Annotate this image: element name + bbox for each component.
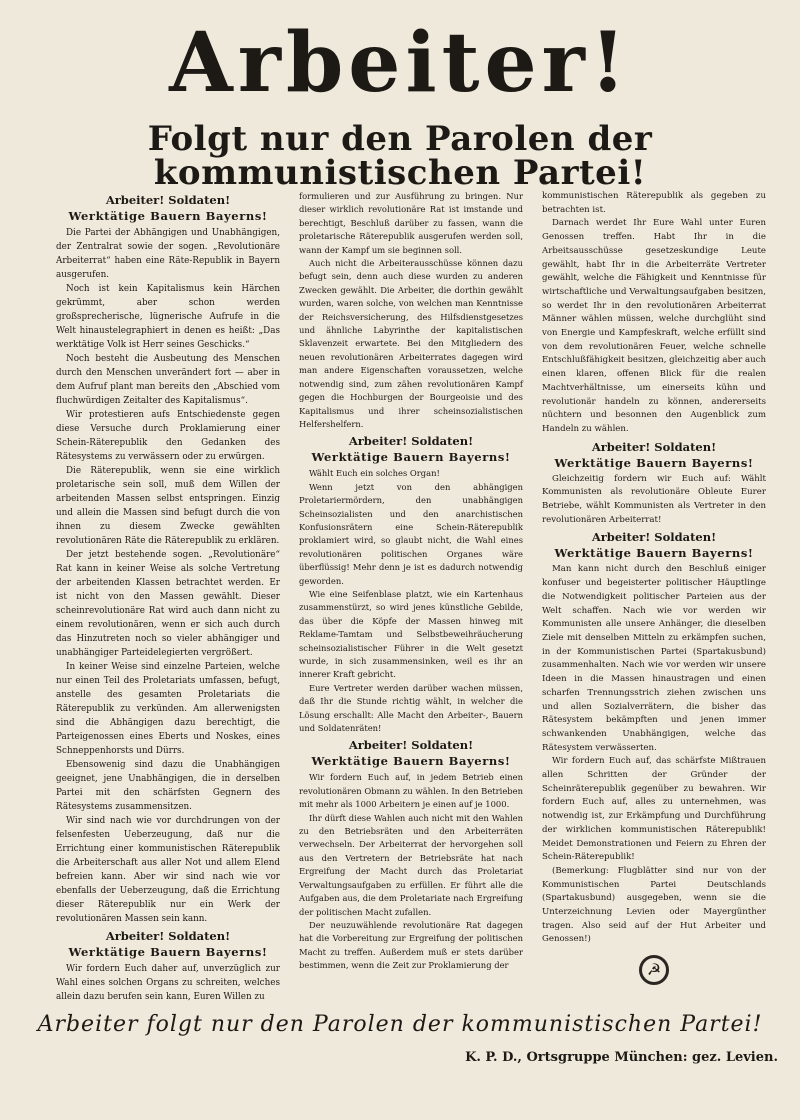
section-heading-workers: Arbeiter! Soldaten!: [105, 193, 231, 207]
paragraph: Darnach werdet Ihr Eure Wahl unter Euren Genossen treffen. Habt Ihr in die Arbeitsausschüsse gesetzeskundige Leute gewählt, habt Ihr in die Arbeiterräte Vertreter gewählt, welche die Fähigkeit und Kenntnisse für wirtschaftliche und Verwaltungsaufgaben besitzen, so werdet Ihr in den revolutionären Arbeiterrat Männer wählen müssen, welche durchglüht sind von Energie und Kampfeskraft, welche erfüllt sind von dem revolutionären Feuer, welche schnelle Entschlußfähigkeit besitzen, gleichzeitig aber auch einen klaren, offenen Blick für die realen Machtverhältnisse, um einerseits kühn und revolutionär handeln zu können, andererseits nüchtern und besonnen den Augenblick zum Handeln zu wählen.: [542, 218, 766, 434]
section-heading-farmers: Werktätige Bauern Bayerns!: [554, 546, 754, 561]
section-heading-farmers: Werktätige Bauern Bayerns!: [311, 450, 511, 465]
column-3: [542, 190, 766, 1010]
column-1: [56, 190, 280, 1010]
hammer-sickle-emblem-icon: ☭: [639, 955, 669, 985]
paragraph: Eure Vertreter werden darüber wachen müssen, daß Ihr die Stunde richtig wählt, in welcher die Lösung erschallt: Alle Macht den Arbeiter-, Bauern und Soldatenräten!: [299, 682, 523, 734]
footer-signature: K. P. D., Ortsgruppe München: gez. Levien.: [465, 1050, 778, 1065]
section-heading-workers: Arbeiter! Soldaten!: [105, 929, 231, 943]
paragraph: Ihr dürft diese Wahlen auch nicht mit den Wahlen zu den Betriebsräten und den Arbeiterräten verwechseln. Der Arbeiterrat der hervorgehen soll aus den Vertretern der Betriebsräte hat nach Ergreifung der Macht durch das Proletariat Verwaltungsaufgaben zu erfüllen. Er führt alle die Aufgaben aus, die dem Proletariate nach Ergreifung der politischen Macht zufallen.: [299, 812, 523, 917]
paragraph: Noch ist kein Kapitalismus kein Härchen gekrümmt, aber schon werden großsprecherische, lügnerische Aufrufe in die Welt hinaustelegraphiert in denen es heißt: „Das werktätige Volk ist Herr seines Geschicks.“: [56, 284, 280, 350]
section-heading-farmers: Werktätige Bauern Bayerns!: [554, 455, 754, 470]
paragraph: Man kann nicht durch den Beschluß einiger konfuser und begeisterter politischer Häuptlinge die Notwendigkeit politischer Parteien aus der Welt schaffen. Nach wie vor werden wir Kommunisten alle unsere Anhänger, die dieselben Ziele mit denselben Mitteln zu erkämpfen suchen, in der Kommunistischen Partei (Spartakusbund) zusammenhalten. Nach wie vor werden wir unsere Ideen in die Massen hinaustragen und einen scharfen Trennungsstrich ziehen zwischen uns und allen Sozialverrätern, die bisher das Rätesystem bekämpften und jenen immer schwankenden Unabhängigen, welche das Rätesystem verwässerten.: [542, 564, 766, 753]
paragraph: Wenn jetzt von den abhängigen Proletariermördern, den unabhängigen Scheinsozialisten und den anarchistischen Konfusionsrätern eine Schein-Räterepublik proklamiert wird, so glaubt nicht, die Wahl eines revolutionären politischen Organes wäre überflüssig! Mehr denn je ist es dadurch notwendig geworden.: [299, 481, 523, 586]
paragraph: Gleichzeitig fordern wir Euch auf: Wählt Kommunisten als revolutionäre Obleute Eurer Betriebe, wählt Kommunisten als Vertreter in den revolutionären Arbeiterrat!: [542, 473, 766, 525]
paragraph: Die Partei der Abhängigen und Unabhängigen, der Zentralrat sowie der sogen. „Revolutionäre Arbeiterrat“ haben eine Räte-Republik in Bayern ausgerufen.: [56, 228, 280, 280]
column-2: [299, 190, 523, 1010]
subheadline: Folgt nur den Parolen der kommunistischen Partei!: [147, 119, 653, 193]
paragraph: Die Räterepublik, wenn sie eine wirklich proletarische sein soll, muß dem Willen der arbeitenden Massen selbst entspringen. Einzig und allein die Massen sind befugt durch die von ihnen zu diesem Zwecke gewählten revolutionären Räte die Räterepublik zu erklären.: [56, 466, 280, 546]
paragraph: Wie eine Seifenblase platzt, wie ein Kartenhaus zusammenstürzt, so wird jenes künstliche Gebilde, das über die Köpfe der Massen hinweg mit Reklame-Tamtam und Selbstbeweihräucherung scheinsozialistischer Führer in die Welt gesetzt wurde, in sich zusammensinken, weil es ihr an innerer Kraft gebricht.: [299, 588, 523, 680]
section-heading-workers: Arbeiter! Soldaten!: [591, 439, 717, 454]
footer-slogan: Arbeiter folgt nur den Parolen der kommunistischen Partei!: [37, 1012, 763, 1037]
paragraph: In keiner Weise sind einzelne Parteien, welche nur einen Teil des Proletariats umfassen, befugt, anstelle des gesamten Proletariats die Räterepublik zu verkünden. Am allerwenigsten sind die Abhängigen dazu berechtigt, die Parteigenossen eines Eberts und Noskes, eines Schneppenhorsts und Dürrs.: [56, 662, 280, 756]
section-heading-farmers: Werktätige Bauern Bayerns!: [68, 209, 268, 223]
paragraph: Ebensowenig sind dazu die Unabhängigen geeignet, jene Unabhängigen, die in derselben Partei mit den schärfsten Gegnern des Rätesystems zusammensitzen.: [56, 760, 280, 812]
paragraph: Der neuzuwählende revolutionäre Rat dagegen hat die Vorbereitung zur Ergreifung der politischen Macht zu treffen. Außerdem muß er stets darüber bestimmen, wenn die Zeit zur Proklamierung der: [299, 919, 523, 971]
paragraph: Wir sind nach wie vor durchdrungen von der felsenfesten Ueberzeugung, daß nur die Errichtung einer kommunistischen Räterepublik die Arbeiterschaft aus aller Not und allem Elend befreien kann. Aber wir sind nach wie vor ebenfalls der Ueberzeugung, daß die Errichtung dieser Räterepublik nur ein Werk der revolutionären Massen sein kann.: [56, 816, 280, 924]
paragraph: Noch besteht die Ausbeutung des Menschen durch den Menschen unverändert fort — aber in dem Aufruf plant man bereits den „Abschied vom fluchwürdigen Zeitalter des Kapitalismus“.: [56, 354, 280, 406]
paragraph: Wir fordern Euch daher auf, unverzüglich zur Wahl eines solchen Organs zu schreiten, welches allein dazu berufen sein kann, Euren Willen zu: [56, 964, 280, 1002]
paragraph: Auch nicht die Arbeiterausschüsse können dazu befugt sein, denn auch diese wurden zu anderen Zwecken gewählt. Die Arbeiter, die dorthin gewählt wurden, waren solche, von welchen man Kenntnisse der Reichsversicherung, des Hilfsdienstgesetzes und ähnliche Labyrinthe der kapitalistischen Sklavenzeit erwartete. Bei den Mitgliedern des neuen revolutionären Arbeiterrates dagegen wird man andere Eigenschaften voraussetzen, welche notwendig sind, zum zähen revolutionären Kampf gegen die Hochburgen der Bourgeoisie und des Kapitalismus und ihrer scheinsozialistischen Helfershelfern.: [299, 258, 523, 429]
paragraph: Der jetzt bestehende sogen. „Revolutionäre“ Rat kann in keiner Weise als solche Vertretung der arbeitenden Klassen betrachtet werden. Er ist nicht von den Massen gewählt. Dieser scheinrevolutionäre Rat wird auch dann nicht zu einem revolutionären, wenn er sich auch durch das Hinzutreten noch so vieler abhängiger und unabhängiger Parteidelegierten vergrößert.: [56, 550, 280, 658]
paragraph: (Bemerkung: Flugblätter sind nur von der Kommunistischen Partei Deutschlands (Spartakusbund) ausgegeben, wenn sie die Unterzeichnung Levien oder Mayergünther tragen. Also seid auf der Hut Arbeiter und Genossen!): [542, 865, 766, 945]
section-heading-workers: Arbeiter! Soldaten!: [591, 530, 717, 545]
body-columns: [56, 190, 766, 1010]
paragraph: formulieren und zur Ausführung zu bringen. Nur dieser wirklich revolutionäre Rat ist imstande und berechtigt, Beschluß darüber zu fassen, wann die proletarische Räterepublik ausgerufen werden soll, wann der Kampf um sie beginnen soll.: [299, 191, 523, 255]
headline: Arbeiter!: [169, 15, 631, 111]
paragraph: kommunistischen Räterepublik als gegeben zu betrachten ist.: [542, 191, 766, 215]
paragraph: Wir fordern Euch auf, das schärfste Mißtrauen allen Schritten der Gründer der Scheinräterepublik gegenüber zu bewahren. Wir fordern Euch auf, alles zu unternehmen, was notwendig ist, zur Erkämpfung und Durchführung der wirklichen kommunistischen Räterepublik! Meidet Demonstrationen und Feiern zu Ehren der Schein-Räterepublik!: [542, 756, 766, 863]
section-heading-farmers: Werktätige Bauern Bayerns!: [68, 945, 268, 959]
paragraph: Wir protestieren aufs Entschiedenste gegen diese Versuche durch Proklamierung einer Schein-Räterepublik den Gedanken des Rätesystems zu verwässern oder zu erwürgen.: [56, 410, 280, 462]
paragraph: Wir fordern Euch auf, in jedem Betrieb einen revolutionären Obmann zu wählen. In den Betrieben mit mehr als 1000 Arbeitern je einen auf je 1000.: [299, 772, 523, 810]
section-heading-farmers: Werktätige Bauern Bayerns!: [311, 754, 511, 769]
section-heading-workers: Arbeiter! Soldaten!: [348, 434, 474, 449]
section-heading-workers: Arbeiter! Soldaten!: [348, 738, 474, 753]
paragraph: Wählt Euch ein solches Organ!: [309, 468, 440, 479]
